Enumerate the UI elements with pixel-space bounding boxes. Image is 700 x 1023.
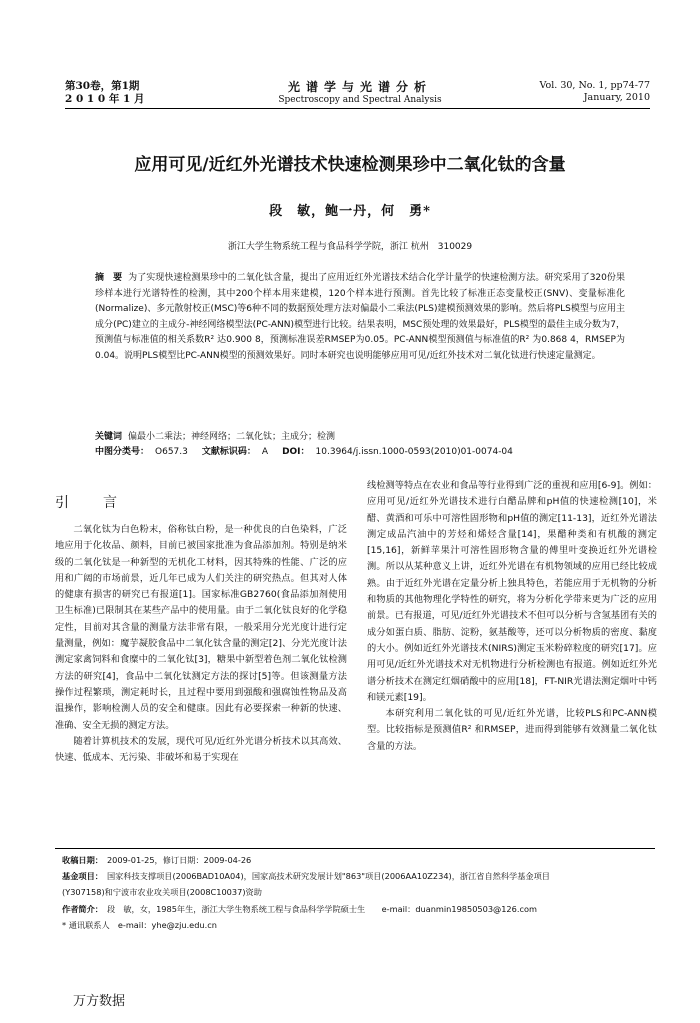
classification-line xyxy=(95,445,635,460)
author-bio-value: 段 敏，女，1985年生，浙江大学生物系统工程与食品科学学院硕士生 e-mail：duanmin19850503@126.com xyxy=(106,904,537,914)
right-column xyxy=(367,478,657,755)
body-paragraph: 本研究利用二氧化钛的可见/近红外光谱，比较PLS和PC-ANN模型。比较指标是预测值R² 和RMSEP，进而得到能够有效测量二氧化钛含量的方法。 xyxy=(367,708,657,752)
footnote-author xyxy=(62,901,662,917)
footnote-divider xyxy=(55,848,655,849)
doc-code-value: A xyxy=(261,447,269,457)
fund-line-1: 国家科技支撑项目(2006BAD10A04)，国家高技术研究发展计划"863"项目(2006AA10Z234)，浙江省自然科学基金项目 xyxy=(106,871,550,881)
watermark-wanfang: 万方数据 xyxy=(73,994,126,1009)
running-header xyxy=(65,80,650,109)
header-volume-info xyxy=(65,80,144,106)
clc-value: O657.3 xyxy=(155,447,188,457)
paper-title: 应用可见/近红外光谱技术快速检测果珍中二氧化钛的含量 xyxy=(134,155,566,175)
abstract xyxy=(95,271,625,365)
keywords-text: 偏最小二乘法；神经网络；二氧化钛；主成分；检测 xyxy=(128,432,336,442)
paper-affiliation: 浙江大学生物系统工程与食品科学学院，浙江 杭州 310029 xyxy=(227,242,473,252)
abstract-text: 为了实现快速检测果珍中的二氧化钛含量，提出了应用近红外光谱技术结合化学计量学的快速检测方法。研究采用了320份果珍样本进行光谱特性的检测，其中200个样本用来建模，120个样本进行预测。首先比较了标准正态变量校正(SNV)、变量标准化(Normalize)、多元散射校正(MSC)等6种不同的数据预处理方法对偏最小二乘法(PLS)建模预测效果的影响。然后将PLS模型与应用主成分(PC)建立的主成分-神经网络模型法(PC-ANN)模型进行比较。结果表明，MSC预处理的效果最好，PLS模型的最佳主成分数为7，预测值与标准值的相关系数R² 达0.900 8，预测标准误差RMSEP为0.05。PC-ANN模型预测值与标准值的R² 为0.868 4，RMSEP为0.04。说明PLS模型比PC-ANN模型的预测效果好。同时本研究也说明能够应用可见/近红外技术对二氧化钛进行快速定量测定。 xyxy=(95,273,625,361)
body-paragraph: 随着计算机技术的发展，现代可见/近红外光谱分析技术以其高效、快速、低成本、无污染、非破坏和易于实现在 xyxy=(55,735,347,764)
footnote-contact: * 通讯联系人 e-mail：yhe@zju.edu.cn xyxy=(62,920,217,930)
header-date-en: January, 2010 xyxy=(583,92,650,103)
doi-value: 10.3964/j.issn.1000-0593(2010)01-0074-04 xyxy=(315,447,513,457)
body-paragraph: 线检测等特点在农业和食品等行业得到广泛的重视和应用[6-9]。例如：应用可见/近红外光谱技术进行白醋品牌和pH值的快速检测[10]，米醋、黄酒和可乐中可溶性固形物和pH值的测定[11-13]，近红外光谱法测定成品汽油中的芳烃和烯烃含量[14]，果醋种类和有机酸的测定[15,16]，新鲜苹果汁可溶性固形物含量的傅里叶变换近红外光谱检测。所以从某种意义上讲，近红外光谱在有机物领域的应用已经比较成熟。由于近红外光谱在定量分析上独具特色，若能应用于无机物的分析和物质的其他物理化学特性的研究，将为分析化学带来更为广泛的应用前景。已有报道，可见/近红外光谱技术不但可以分析与含氢基团有关的成分如蛋白质、脂肪、淀粉，氨基酸等，还可以分析物质的密度、黏度的大小。例如近红外光谱技术(NIRS)测定玉米粉碎粒度的研究[17]。应用可见/近红外光谱技术对无机物进行分析检测也有报道。例如近红外光谱分析技术在测定红烟硝酸中的应用[18]，FT-NIR光谱法测定烟叶中钙和镁元素[19]。 xyxy=(367,480,657,703)
author-bio-label: 作者简介： xyxy=(62,904,103,914)
keywords-line xyxy=(95,430,635,445)
body-paragraph: 二氧化钛为白色粉末，俗称钛白粉，是一种优良的白色染料，广泛地应用于化妆品、颜料，目前已被国家批准为食品添加剂。特别是纳米级的二氧化钛是一种新型的无机化工材料，因其特殊的性能、广泛的应用和广阔的市场前景，近几年已成为人们关注的研究热点。但其对人体的健康有损害的研究已有报道[1]。国家标准GB2760(食品添加剂使用卫生标准)已限制其在某些产品中的使用量。由于二氧化钛良好的化学稳定性，目前对其含量的测量方法非常有限，一般采用分光光度计进行定量测量，例如：魔芋凝胶食品中二氧化钛含量的测定[2]、分光光度计法测定家禽饲料和食糜中的二氧化钛[3]，糖果中新型着色剂二氧化钛检测方法的研究[4]，食品中二氧化钛测定方法的探讨[5]等。但该测量方法操作过程繁琐，测定耗时长，且过程中要用到强酸和强腐蚀性物品及高温操作，影响检测人员的安全和健康。因此有必要探索一种新的快速、准确、安全无损的测定方法。 xyxy=(55,524,347,731)
header-vol-pages: Vol. 30, No. 1, pp74-77 xyxy=(539,80,650,91)
clc-label: 中图分类号： xyxy=(95,447,150,457)
doc-code-label: 文献标识码： xyxy=(201,447,256,457)
header-vol-issue: 第30卷，第1期 xyxy=(65,80,140,92)
footnote-fund-continued: (Y307158)和宁波市农业攻关项目(2008C10037)资助 xyxy=(62,887,262,897)
header-date-cn: 2 0 1 0 年 1 月 xyxy=(65,93,145,105)
abstract-label: 摘 要 xyxy=(95,273,123,283)
footnote-fund xyxy=(62,868,662,884)
fund-label: 基金项目： xyxy=(62,871,103,881)
received-label: 收稿日期： xyxy=(62,855,103,865)
footnote-received xyxy=(62,852,662,868)
left-column xyxy=(55,522,347,766)
section-heading-introduction: 引 言 xyxy=(55,495,127,511)
keywords-block xyxy=(95,430,635,460)
journal-name-en: Spectroscopy and Spectral Analysis xyxy=(278,95,442,105)
received-value: 2009-01-25，修订日期：2009-04-26 xyxy=(106,855,252,865)
header-volume-en xyxy=(540,80,650,104)
paper-authors: 段 敏，鲍一丹，何 勇* xyxy=(269,204,431,219)
doi-label: DOI： xyxy=(282,447,310,457)
journal-name-cn: 光谱学与光谱分析 xyxy=(287,80,432,94)
keywords-label: 关键词 xyxy=(95,432,123,442)
header-journal xyxy=(235,80,485,106)
